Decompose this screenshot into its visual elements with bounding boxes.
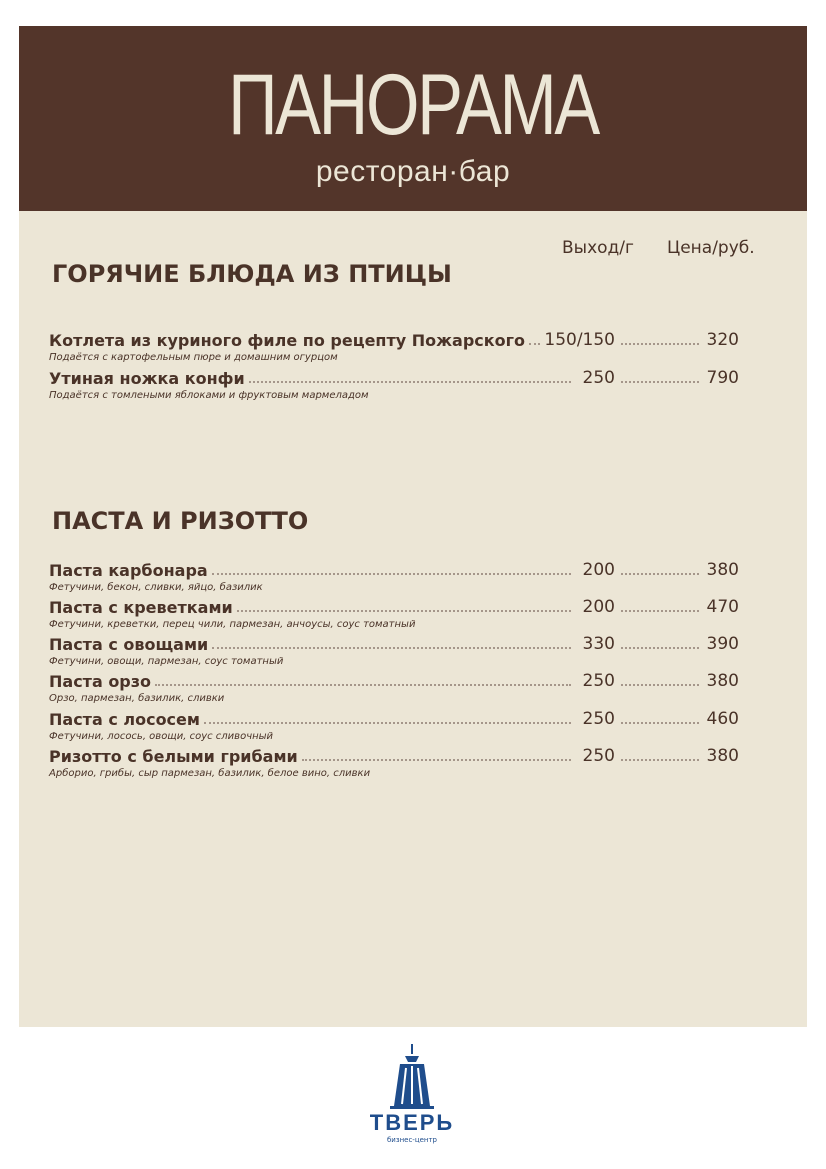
- tver-business-center-logo: [352, 1044, 472, 1154]
- menu-item: [49, 669, 739, 705]
- item-name: Паста с креветками: [49, 598, 233, 617]
- menu-item: [49, 366, 739, 402]
- tower-icon: [352, 1044, 472, 1110]
- item-name: Паста орзо: [49, 672, 152, 691]
- item-description: Фетучини, креветки, перец чили, пармезан, анчоусы, соус томатный: [49, 619, 416, 630]
- dot-leader: [621, 380, 699, 383]
- logo-subtitle: бизнес-центр: [386, 1136, 437, 1144]
- dot-leader: [204, 721, 571, 724]
- menu-item: [49, 595, 739, 631]
- header-banner: [19, 26, 807, 211]
- menu-item: [49, 632, 739, 668]
- dot-leader: [621, 721, 699, 724]
- dot-leader: [529, 342, 540, 345]
- item-weight: 200: [582, 560, 615, 580]
- dot-leader: [237, 609, 571, 612]
- item-name: Паста с овощами: [49, 635, 209, 654]
- item-description: Арборио, грибы, сыр пармезан, базилик, белое вино, сливки: [49, 768, 371, 779]
- dot-leader: [155, 683, 571, 686]
- item-weight: 250: [582, 368, 615, 388]
- section-title-poultry: ГОРЯЧИЕ БЛЮДА ИЗ ПТИЦЫ: [52, 260, 452, 288]
- column-header-weight: Выход/г: [562, 238, 634, 258]
- column-header-price: Цена/руб.: [667, 238, 755, 258]
- item-weight: 250: [582, 671, 615, 691]
- item-weight: 250: [582, 709, 615, 729]
- item-name: Паста карбонара: [49, 561, 208, 580]
- item-description: Фетучини, овощи, пармезан, соус томатный: [49, 656, 284, 667]
- item-description: Подаётся с томлеными яблоками и фруктовым мармеладом: [49, 390, 369, 401]
- item-description: Орзо, пармезан, базилик, сливки: [49, 693, 225, 704]
- item-name: Утиная ножка конфи: [49, 369, 245, 388]
- item-price: 380: [706, 746, 739, 766]
- restaurant-subtitle: ресторан·бар: [315, 155, 511, 188]
- menu-item: [49, 328, 739, 364]
- item-description: Фетучини, бекон, сливки, яйцо, базилик: [49, 582, 263, 593]
- dot-leader: [302, 758, 571, 761]
- item-weight: 250: [582, 746, 615, 766]
- item-description: Подаётся с картофельным пюре и домашним огурцом: [49, 352, 338, 363]
- menu-item: [49, 707, 739, 743]
- item-price: 390: [706, 634, 739, 654]
- item-name: Паста с лососем: [49, 710, 200, 729]
- section-title-pasta: ПАСТА И РИЗОТТО: [52, 507, 309, 535]
- dot-leader: [212, 646, 571, 649]
- item-name: Ризотто с белыми грибами: [49, 747, 298, 766]
- item-description: Фетучини, лосось, овощи, соус сливочный: [49, 731, 274, 742]
- dot-leader: [212, 572, 571, 575]
- restaurant-logo-text: ПАНОРАМА: [228, 57, 598, 153]
- item-weight: 150/150: [544, 330, 615, 350]
- logo-wordmark: ТВЕРЬ: [369, 1110, 455, 1135]
- dot-leader: [621, 758, 699, 761]
- dot-leader: [621, 683, 699, 686]
- menu-item: [49, 744, 739, 780]
- dot-leader: [621, 646, 699, 649]
- item-weight: 200: [582, 597, 615, 617]
- item-price: 790: [706, 368, 739, 388]
- menu-item: [49, 558, 739, 594]
- item-price: 380: [706, 671, 739, 691]
- item-price: 470: [706, 597, 739, 617]
- item-price: 380: [706, 560, 739, 580]
- dot-leader: [249, 380, 571, 383]
- item-price: 320: [706, 330, 739, 350]
- dot-leader: [621, 609, 699, 612]
- item-price: 460: [706, 709, 739, 729]
- dot-leader: [621, 342, 699, 345]
- dot-leader: [621, 572, 699, 575]
- item-weight: 330: [582, 634, 615, 654]
- item-name: Котлета из куриного филе по рецепту Пожарского: [49, 331, 525, 350]
